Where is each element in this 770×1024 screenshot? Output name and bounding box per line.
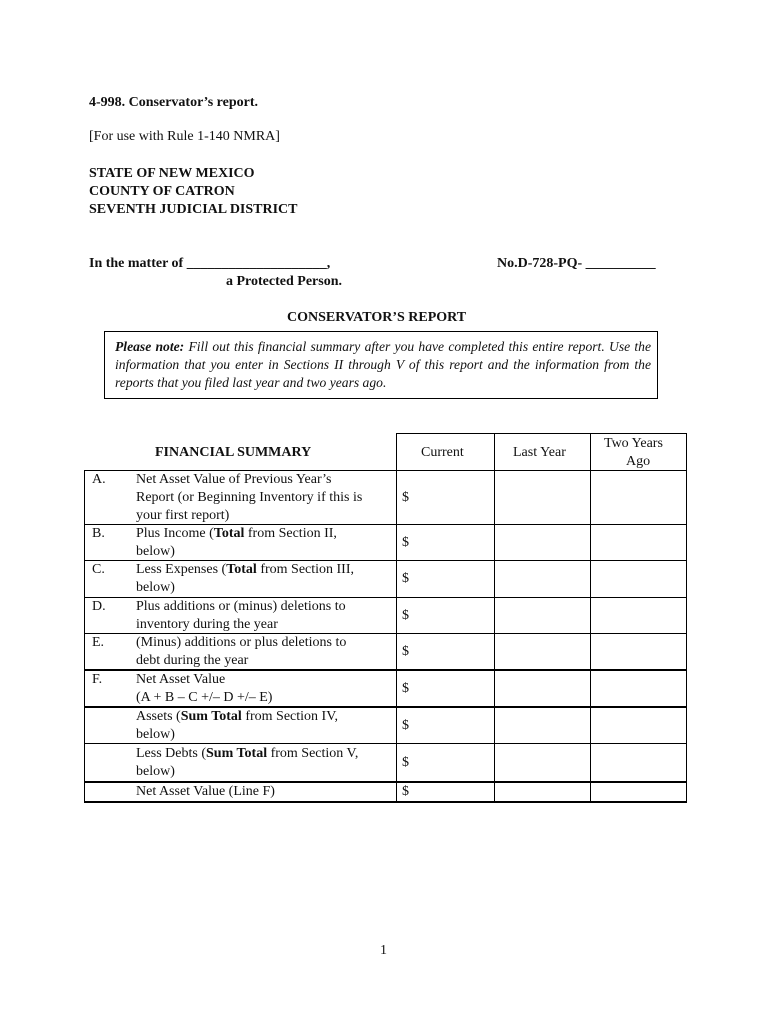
dollar-field[interactable]: $ bbox=[402, 784, 409, 799]
row-label: Report (or Beginning Inventory if this is bbox=[136, 490, 363, 505]
col-two-years: Two Years bbox=[604, 436, 663, 451]
rule-title: 4-998. Conservator’s report. bbox=[89, 95, 258, 110]
row-label: Less Expenses (Total from Section III, bbox=[136, 562, 355, 577]
row-label: below) bbox=[136, 727, 175, 742]
row-letter: F. bbox=[92, 672, 103, 687]
note-label: Please note: bbox=[115, 339, 185, 354]
dollar-field[interactable]: $ bbox=[402, 755, 409, 770]
col-last-year: Last Year bbox=[513, 445, 566, 460]
dollar-field[interactable]: $ bbox=[402, 490, 409, 505]
summary-title: FINANCIAL SUMMARY bbox=[155, 445, 312, 460]
row-label: (Minus) additions or plus deletions to bbox=[136, 635, 347, 650]
row-label: below) bbox=[136, 580, 175, 595]
note-box bbox=[104, 331, 658, 399]
dollar-field[interactable]: $ bbox=[402, 571, 409, 586]
row-label: Net Asset Value of Previous Year’s bbox=[136, 472, 332, 487]
dollar-field[interactable]: $ bbox=[402, 681, 409, 696]
row-letter: B. bbox=[92, 526, 105, 541]
row-label: Less Debts (Sum Total from Section V, bbox=[136, 746, 359, 761]
row-label: Plus additions or (minus) deletions to bbox=[136, 599, 346, 614]
row-label: debt during the year bbox=[136, 653, 249, 668]
row-label: Plus Income (Total from Section II, bbox=[136, 526, 337, 541]
row-label: (A + B – C +/– D +/– E) bbox=[136, 690, 273, 705]
col-two-years-ago: Ago bbox=[626, 454, 651, 469]
county-name: COUNTY OF CATRON bbox=[89, 184, 235, 199]
dollar-field[interactable]: $ bbox=[402, 608, 409, 623]
row-letter: E. bbox=[92, 635, 105, 650]
report-title: CONSERVATOR’S REPORT bbox=[287, 310, 467, 325]
row-letter: C. bbox=[92, 562, 105, 577]
dollar-field[interactable]: $ bbox=[402, 718, 409, 733]
state-name: STATE OF NEW MEXICO bbox=[89, 166, 255, 181]
dollar-field[interactable]: $ bbox=[402, 644, 409, 659]
page-number: 1 bbox=[380, 943, 387, 958]
case-number[interactable]: No.D-728-PQ- __________ bbox=[497, 256, 656, 271]
row-letter: D. bbox=[92, 599, 106, 614]
row-label: inventory during the year bbox=[136, 617, 278, 632]
use-note: [For use with Rule 1-140 NMRA] bbox=[89, 129, 280, 144]
note-text bbox=[115, 338, 651, 392]
protected-person: a Protected Person. bbox=[226, 274, 342, 289]
col-current: Current bbox=[421, 445, 464, 460]
note-body: Fill out this financial summary after you have completed this entire report. Use the information that you enter in Sections II through V of this report and the information from the reports that you filed last year and two years ago. bbox=[115, 339, 652, 390]
matter-line[interactable]: In the matter of ____________________, bbox=[89, 256, 331, 271]
row-label: below) bbox=[136, 764, 175, 779]
row-label: below) bbox=[136, 544, 175, 559]
district-name: SEVENTH JUDICIAL DISTRICT bbox=[89, 202, 298, 217]
row-label: Net Asset Value bbox=[136, 672, 226, 687]
dollar-field[interactable]: $ bbox=[402, 535, 409, 550]
row-letter: A. bbox=[92, 472, 106, 487]
row-label: Net Asset Value (Line F) bbox=[136, 784, 275, 799]
row-label: your first report) bbox=[136, 508, 230, 523]
row-label: Assets (Sum Total from Section IV, bbox=[136, 709, 339, 724]
